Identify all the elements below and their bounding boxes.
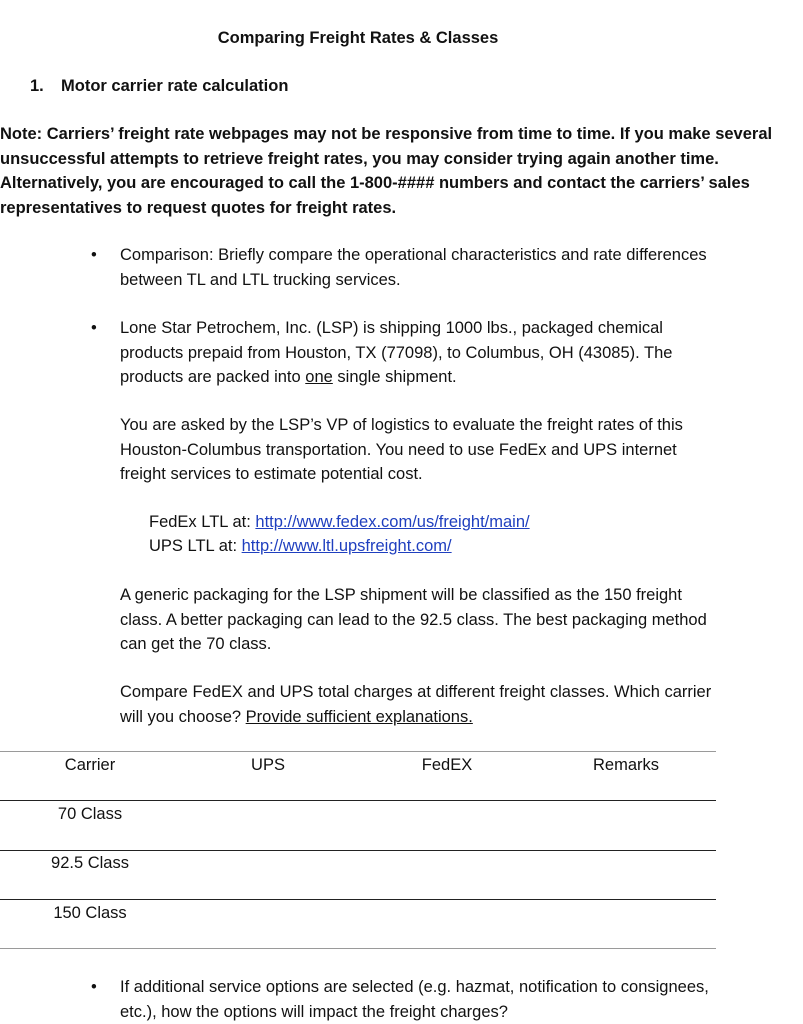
ups-link[interactable]: http://www.ltl.upsfreight.com/ — [241, 537, 452, 555]
ups-link-label: UPS LTL at: — [149, 537, 242, 555]
section-heading — [30, 74, 288, 99]
compare-text: Compare FedEX and UPS total charges at different freight classes. Which carrier will you choose? — [120, 683, 712, 726]
bullet-marker: • — [91, 319, 97, 337]
fedex-link-line — [149, 510, 749, 535]
bullet-marker: • — [91, 978, 97, 996]
shipment-one-underlined: one — [305, 368, 333, 386]
fedex-link-label: FedEx LTL at: — [149, 513, 256, 531]
shipment-text: Lone Star Petrochem, Inc. (LSP) is shipping 1000 lbs., packaged chemical products prepaid from Houston, TX (77098), to Columbus, OH (43085). The products are packed into — [120, 319, 673, 386]
packaging-paragraph: A generic packaging for the LSP shipment will be classified as the 150 freight class. A better packaging can lead to the 92.5 class. The best packaging method can get the 70 class. — [120, 586, 707, 653]
fedex-link[interactable]: http://www.fedex.com/us/freight/main/ — [255, 513, 530, 531]
header-remarks: Remarks — [592, 756, 659, 774]
section-number: 1. — [30, 77, 44, 95]
table-rule — [0, 899, 716, 900]
row-150-class: 150 Class — [53, 904, 127, 922]
header-fedex: FedEX — [421, 756, 473, 774]
bullet-marker: • — [91, 246, 97, 264]
bullet-service-options: If additional service options are selected (e.g. hazmat, notification to consignees, etc.), how the options will impact the freight charges? — [120, 978, 709, 1021]
compare-underlined: Provide sufficient explanations. — [245, 707, 473, 726]
row-70-class: 70 Class — [57, 805, 123, 823]
header-ups: UPS — [251, 756, 285, 774]
bullet-shipment — [120, 316, 720, 390]
row-92-5-class: 92.5 Class — [51, 854, 129, 872]
section-title: Motor carrier rate calculation — [61, 77, 289, 95]
evaluate-paragraph: You are asked by the LSP’s VP of logistics to evaluate the freight rates of this Houston-Columbus transportation. You need to use FedEx and UPS internet freight services to estimate potential cost. — [120, 416, 683, 483]
table-rule — [0, 800, 716, 801]
table-rule — [0, 948, 716, 949]
shipment-text-end: single shipment. — [332, 368, 457, 386]
header-carrier: Carrier — [64, 756, 116, 774]
document-title: Comparing Freight Rates & Classes — [217, 29, 499, 47]
compare-paragraph — [120, 680, 720, 729]
note-paragraph: Note: Carriers’ freight rate webpages may not be responsive from time to time. If you make several unsuccessful attempts to retrieve freight rates, you may consider trying again another time. Alternatively, you are encouraged to call the 1-800-#### numbers and contact the carriers’ sales representatives to request quotes for freight rates. — [0, 125, 773, 217]
table-rule — [0, 751, 716, 752]
bullet-comparison: Comparison: Briefly compare the operational characteristics and rate differences between TL and LTL trucking services. — [120, 246, 707, 289]
ups-link-line — [149, 534, 749, 559]
